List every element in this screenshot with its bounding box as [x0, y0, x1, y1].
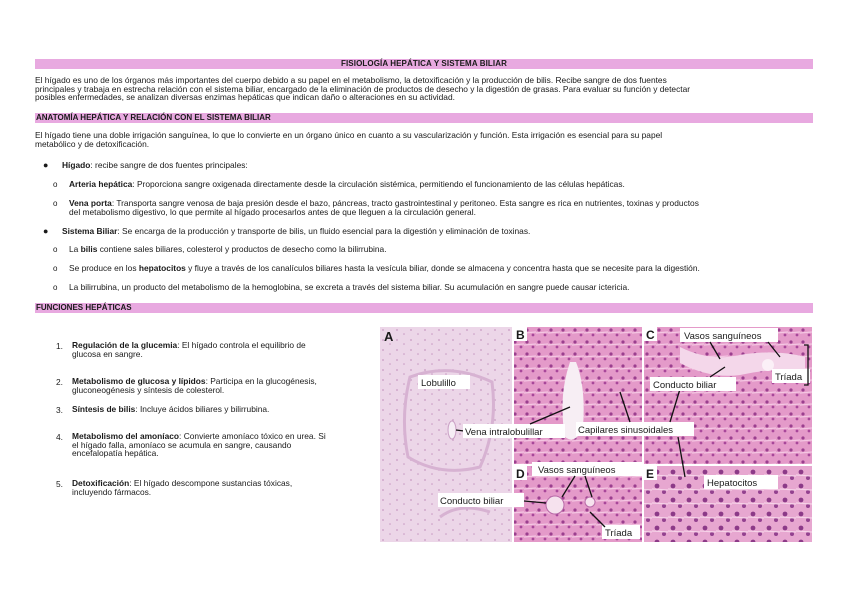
panel-letter-c: C	[646, 328, 655, 342]
bullet-bold: bilis	[80, 244, 98, 254]
bullet-text: : recibe sangre de dos fuentes principales:	[90, 160, 248, 170]
panel-c	[644, 327, 812, 464]
label-hepatocitos: Hepatocitos	[707, 478, 758, 489]
bullet-text: y fluye a través de los canalículos biliares hasta la vesícula biliar, donde se almacena y concentra hasta que se necesite para la digestión.	[185, 263, 700, 273]
bullet-bold: Arteria hepática	[69, 179, 133, 189]
bullet-text: : Transporta sangre venosa de baja presión desde el bazo, páncreas, tracto gastrointestinal y peritoneo. Esta sangre es rica en nutrientes, toxinas y productos	[111, 198, 699, 208]
section-heading-funciones: FUNCIONES HEPÁTICAS	[35, 303, 813, 313]
bullet-text: La	[69, 244, 81, 254]
list-bold: Síntesis de bilis	[72, 404, 136, 414]
intro-line: principales y trabaja en estrecha relación con el sistema biliar, encargado de la eliminación de productos de desecho y la digestión de grasas. Para evaluar su función y detectar	[35, 83, 691, 94]
bullet-dot: ●	[43, 160, 49, 170]
list-text: : El hígado controla el equilibrio de	[177, 340, 306, 350]
bullet-higado	[62, 161, 248, 170]
list-text-line3: encefalopatía hepática.	[72, 448, 159, 459]
bullet-dot: ●	[43, 226, 49, 236]
bullet-circle: o	[53, 245, 58, 254]
panel-letter-a: A	[384, 329, 394, 344]
histology-figure	[380, 327, 812, 542]
panel-letter-d: D	[516, 467, 525, 481]
list-bold: Metabolismo de glucosa y lípidos	[72, 376, 206, 386]
label-triada-d: Tríada	[605, 528, 633, 539]
label-conducto-biliar-a: Conducto biliar	[440, 496, 504, 507]
bullet-arteria	[69, 180, 625, 189]
list-text: : Convierte amoníaco tóxico en urea. Si	[179, 431, 326, 441]
list-bold: Metabolismo del amoníaco	[72, 431, 180, 441]
list-item-amoniaco	[72, 432, 326, 458]
panel-b	[514, 327, 642, 464]
bullet-circle: o	[53, 264, 58, 273]
panel-letter-e: E	[646, 467, 655, 481]
bullet-hepatocitos	[69, 264, 700, 273]
bullet-text-line2: del metabolismo digestivo, lo que permite al hígado procesarlos antes de que lleguen a la circulación general.	[69, 206, 476, 217]
section-heading-anatomia: ANATOMÍA HEPÁTICA Y RELACIÓN CON EL SISTEMA BILIAR	[35, 113, 813, 123]
list-text-line2: gluconeogénesis y síntesis de colesterol.	[72, 384, 225, 395]
intro-line: El hígado es uno de los órganos más importantes del cuerpo debido a su papel en el metabolismo, la detoxificación y la producción de bilis. Recibe sangre de dos fuentes	[35, 75, 667, 85]
intro-line: posibles enfermedades, se analizan diversas enzimas hepáticas que indican daño o alteraciones en su actividad.	[35, 92, 455, 103]
list-text: : El hígado descompone sustancias tóxicas,	[129, 478, 293, 488]
bullet-bilirrubina	[69, 283, 630, 292]
list-number: 3.	[56, 405, 63, 415]
bullet-bilis	[69, 245, 387, 254]
label-vasos-sanguineos-d: Vasos sanguíneos	[538, 465, 616, 476]
list-item-bilis	[72, 405, 269, 414]
panel-letter-b: B	[516, 328, 525, 342]
bullet-vena-porta	[69, 199, 699, 216]
bullet-text: contiene sales biliares, colesterol y productos de desecho como la bilirrubina.	[97, 244, 387, 254]
label-lobulillo: Lobulillo	[421, 378, 456, 389]
list-item-metabolismo	[72, 377, 317, 394]
list-number: 5.	[56, 479, 63, 489]
list-item-detox	[72, 479, 292, 496]
bullet-bold: Sistema Biliar	[62, 226, 118, 236]
bullet-circle: o	[53, 180, 58, 189]
bullet-text: La bilirrubina, un producto del metabolismo de la hemoglobina, se excreta a través del sistema biliar. Su acumulación en sangre puede causar ictericia.	[69, 282, 630, 292]
bullet-circle: o	[53, 199, 58, 208]
bullet-text: : Se encarga de la producción y transporte de bilis, un fluido esencial para la digestión y eliminación de toxinas.	[117, 226, 531, 236]
label-vasos-sanguineos-c: Vasos sanguíneos	[684, 331, 762, 342]
bullet-bold: hepatocitos	[138, 263, 186, 273]
label-conducto-biliar-c: Conducto biliar	[653, 380, 717, 391]
bullet-text: Se produce en los	[69, 263, 139, 273]
list-text: : Incluye ácidos biliares y bilirrubina.	[135, 404, 270, 414]
list-number: 4.	[56, 432, 63, 442]
list-number: 1.	[56, 341, 63, 351]
list-text-line2: el hígado falla, amoníaco se acumula en sangre, causando	[72, 439, 292, 450]
list-text-line2: incluyendo fármacos.	[72, 486, 152, 497]
intro-paragraph	[35, 76, 813, 102]
bullet-bold: Hígado	[62, 160, 91, 170]
bullet-sistema-biliar	[62, 227, 530, 236]
anatomia-line: metabólico y de detoxificación.	[35, 138, 150, 149]
label-triada-c: Tríada	[775, 372, 803, 383]
bullet-text: : Proporciona sangre oxigenada directamente desde la circulación sistémica, permitiendo el funcionamiento de las células hepáticas.	[132, 179, 625, 189]
list-bold: Regulación de la glucemia	[72, 340, 178, 350]
anatomia-line: El hígado tiene una doble irrigación sanguínea, lo que lo convierte en un órgano único en cuanto a su vascularización y función. Esta irrigación es esencial para su papel	[35, 130, 663, 140]
label-capilares-sinusoidales: Capilares sinusoidales	[578, 425, 674, 436]
label-vena-intralobulillar: Vena intralobulillar	[465, 427, 543, 438]
bullet-bold: Vena porta	[69, 198, 112, 208]
list-item-glucemia	[72, 341, 306, 358]
list-bold: Detoxificación	[72, 478, 130, 488]
list-number: 2.	[56, 377, 63, 387]
list-text-line2: glucosa en sangre.	[72, 348, 143, 359]
list-text: : Participa en la glucogénesis,	[205, 376, 317, 386]
anatomia-paragraph	[35, 131, 813, 148]
page-title: FISIOLOGÍA HEPÁTICA Y SISTEMA BILIAR	[35, 59, 813, 69]
bullet-circle: o	[53, 283, 58, 292]
